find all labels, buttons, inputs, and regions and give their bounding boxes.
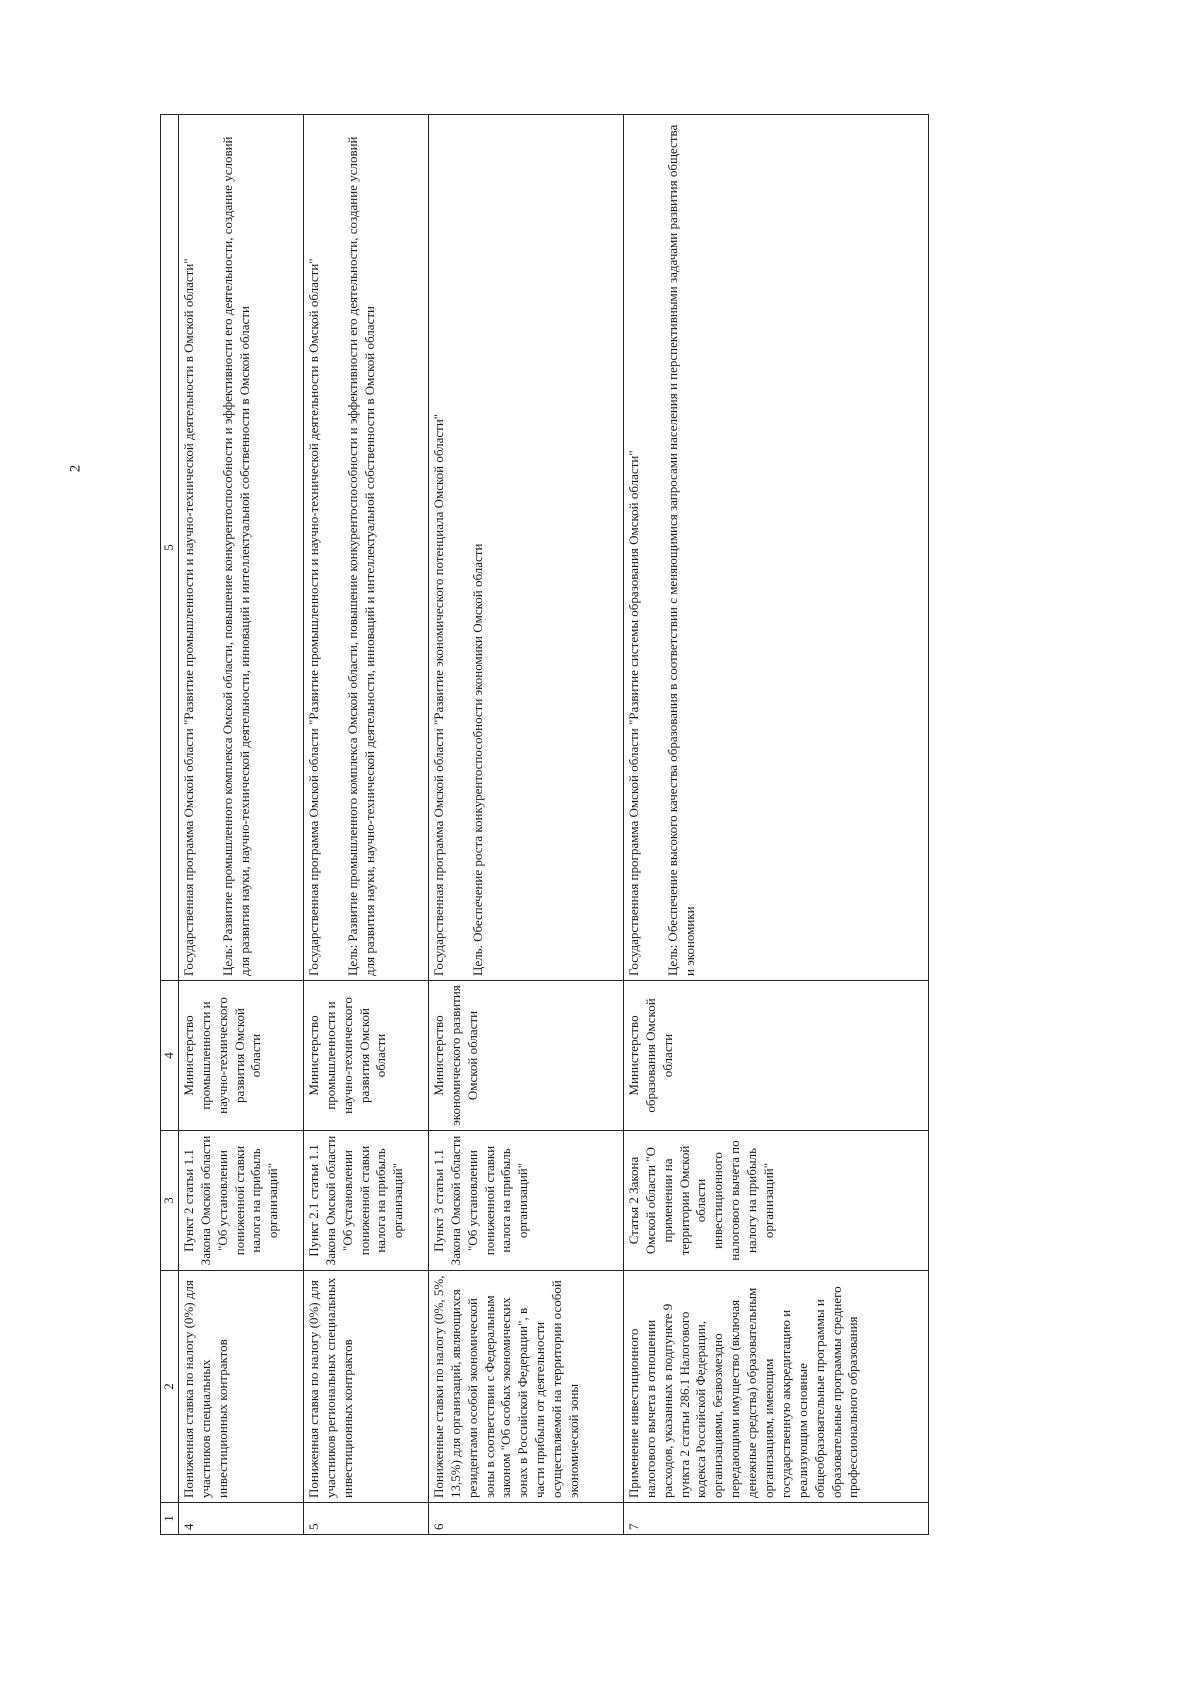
header-row	[161, 115, 179, 1535]
legal-basis: Пункт 2.1 статьи 1.1 Закона Омской области "Об установлении пониженной ставки налога на прибыль организаций"	[303, 1131, 428, 1271]
benefit-name: Пониженная ставка по налогу (0%) для участников региональных специальных инвестиционных контрактов	[303, 1271, 428, 1503]
table-row	[623, 115, 928, 1535]
legal-basis: Статья 2 Закона Омской области "О применении на территории Омской области инвестиционного налогового вычета по налогу на прибыль организаций"	[623, 1131, 928, 1271]
benefit-name: Применение инвестиционного налогового вычета в отношении расходов, указанных в подпункте 9 пункта 2 статьи 286.1 Налогового кодекса Российской Федерации, организациями, безвозмездно передающими имущество (включая денежные средства) образовательным организациям, имеющим государственную аккредитацию и реализующим основные общеобразовательные программы и образовательные программы среднего профессионального образования	[623, 1271, 928, 1503]
row-number: 6	[428, 1503, 623, 1535]
program-goal: Цель. Обеспечение роста конкурентоспособности экономики Омской области	[469, 543, 485, 976]
curator: Министерство промышленности и научно-технического развития Омской области	[178, 981, 303, 1131]
program-goal: Цель: Обеспечение высокого качества образования в соответствии с меняющимися запросами населения и перспективными задачами развития общества и экономики	[664, 124, 697, 976]
table-row	[303, 115, 428, 1535]
header-col-2: 2	[161, 1271, 179, 1503]
row-number: 4	[178, 1503, 303, 1535]
program-goal: Цель: Развитие промышленного комплекса Омской области, повышение конкурентоспособности и эффективности его деятельности, создание условий для развития науки, научно-технической деятельности, инноваций и интеллектуальной собственности в Омской области	[219, 136, 252, 976]
row-number: 5	[303, 1503, 428, 1535]
header-col-1: 1	[161, 1503, 179, 1535]
program-title: Государственная программа Омской области "Развитие промышленности и научно-технической деятельности в Омской области"	[180, 258, 196, 976]
table-row	[428, 115, 623, 1535]
table-row	[178, 115, 303, 1535]
curator: Министерство образования Омской области	[623, 981, 928, 1131]
curator: Министерство экономического развития Омской области	[428, 981, 623, 1131]
program-title: Государственная программа Омской области "Развитие промышленности и научно-технической деятельности в Омской области"	[305, 258, 321, 976]
header-col-5: 5	[161, 115, 179, 981]
benefit-name: Пониженная ставка по налогу (0%) для участников специальных инвестиционных контрактов	[178, 1271, 303, 1503]
program-goal: Цель: Развитие промышленного комплекса Омской области, повышение конкурентоспособности и эффективности его деятельности, создание условий для развития науки, научно-технической деятельности, инноваций и интеллектуальной собственности в Омской области	[344, 136, 377, 976]
program-cell	[428, 115, 623, 981]
legal-basis: Пункт 3 статьи 1.1 Закона Омской области "Об установлении пониженной ставки налога на прибыль организаций"	[428, 1131, 623, 1271]
program-title: Государственная программа Омской области "Развитие экономического потенциала Омской области"	[430, 413, 446, 976]
legal-basis: Пункт 2 статьи 1.1 Закона Омской области "Об установлении пониженной ставки налога на прибыль организаций"	[178, 1131, 303, 1271]
rotated-table-container	[160, 115, 1020, 1535]
benefit-name: Пониженные ставки по налогу (0%, 5%, 13,5%) для организаций, являющихся резидентами особой экономической зоны в соответствии с Федеральным законом "Об особых экономических зонах в Российской Федерации", в части прибыли от деятельности осуществляемой на территории особой экономической зоны	[428, 1271, 623, 1503]
tax-benefits-table	[160, 114, 929, 1535]
header-col-3: 3	[161, 1131, 179, 1271]
page-number: 2	[67, 464, 84, 473]
row-number: 7	[623, 1503, 928, 1535]
program-cell	[623, 115, 928, 981]
header-col-4: 4	[161, 981, 179, 1131]
curator: Министерство промышленности и научно-технического развития Омской области	[303, 981, 428, 1131]
program-cell	[303, 115, 428, 981]
program-cell	[178, 115, 303, 981]
program-title: Государственная программа Омской области "Развитие системы образования Омской области"	[625, 450, 641, 976]
